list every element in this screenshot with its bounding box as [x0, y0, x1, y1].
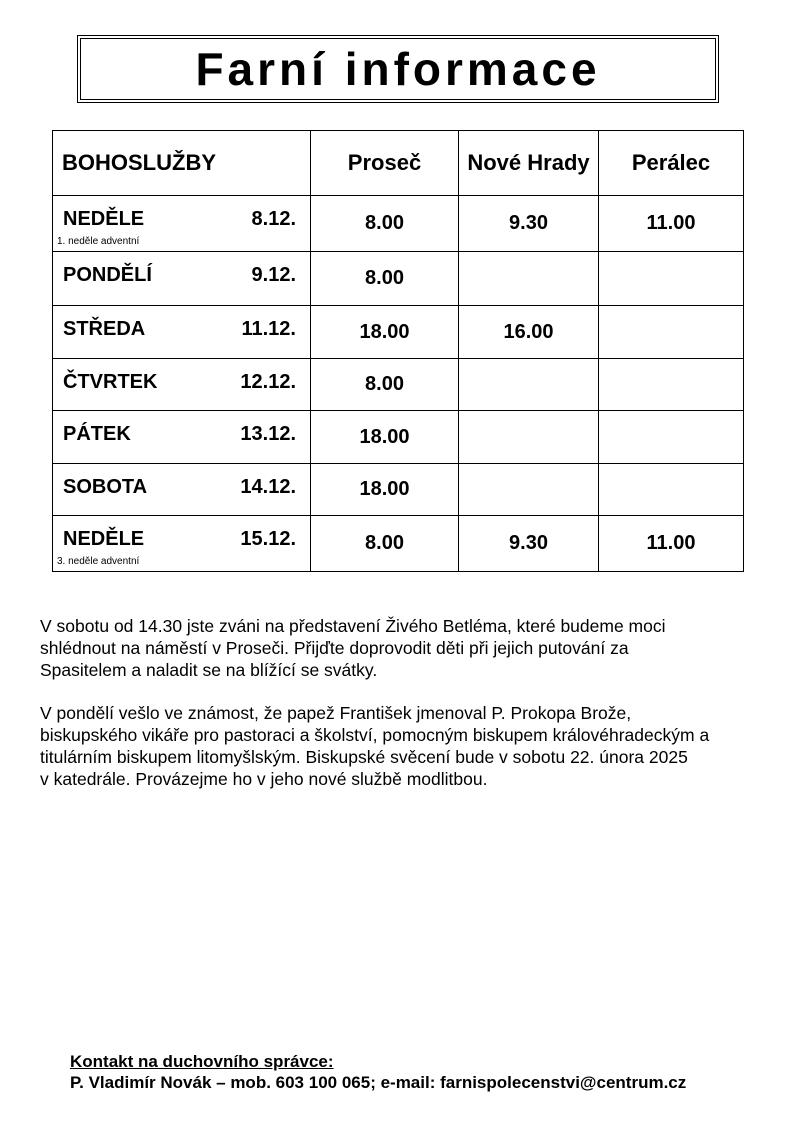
schedule-row	[53, 252, 744, 306]
announcement-line: biskupského vikáře pro pastoraci a školství, pomocným biskupem královéhradeckým a	[40, 725, 710, 745]
day-cell	[53, 196, 311, 252]
day-name: ČTVRTEK	[63, 371, 158, 393]
day-name: NEDĚLE	[63, 528, 145, 550]
schedule-header-row	[53, 131, 744, 196]
day-note: 3. neděle adventní	[57, 556, 140, 567]
announcement-bishop	[40, 702, 760, 790]
time-nove-hrady: 9.30	[459, 196, 599, 252]
schedule-row	[53, 196, 744, 252]
announcement-line: Spasitelem a naladit se na blížící se svátky.	[40, 660, 378, 680]
day-cell	[53, 306, 311, 359]
day-cell	[53, 252, 311, 306]
day-cell	[53, 516, 311, 572]
schedule-row	[53, 359, 744, 411]
announcement-line: v katedrále. Provázejme ho v jeho nové službě modlitbou.	[40, 769, 488, 789]
time-nove-hrady	[459, 411, 599, 464]
time-prosec: 8.00	[311, 252, 459, 306]
announcement-line: V sobotu od 14.30 jste zváni na představení Živého Betléma, které budeme moci	[40, 616, 666, 636]
time-prosec: 8.00	[311, 516, 459, 572]
time-nove-hrady	[459, 252, 599, 306]
day-cell	[53, 411, 311, 464]
schedule-row	[53, 411, 744, 464]
day-name: STŘEDA	[63, 318, 146, 340]
contact-label: Kontakt na duchovního správce:	[70, 1052, 334, 1071]
day-name: PÁTEK	[63, 423, 131, 445]
page-title: Farní informace	[195, 43, 601, 95]
day-date: 11.12.	[241, 318, 296, 340]
header-peralec: Perálec	[599, 131, 744, 196]
time-nove-hrady: 16.00	[459, 306, 599, 359]
title-box	[77, 35, 719, 103]
time-peralec: 11.00	[599, 516, 744, 572]
title-frame	[80, 38, 716, 100]
day-name: PONDĚLÍ	[63, 264, 152, 286]
schedule-row	[53, 464, 744, 516]
time-prosec: 18.00	[311, 411, 459, 464]
time-nove-hrady	[459, 359, 599, 411]
mass-schedule-table	[52, 130, 744, 572]
day-name: NEDĚLE	[63, 208, 145, 230]
time-prosec: 18.00	[311, 464, 459, 516]
day-date: 13.12.	[240, 423, 296, 445]
day-date: 15.12.	[240, 528, 296, 550]
announcement-betlem	[40, 615, 760, 681]
announcement-line: shlédnout na náměstí v Proseči. Přijďte doprovodit děti při jejich putování za	[40, 638, 629, 658]
day-note: 1. neděle adventní	[57, 236, 140, 247]
schedule-row	[53, 306, 744, 359]
header-prosec: Proseč	[311, 131, 459, 196]
announcement-line: V pondělí vešlo ve známost, že papež František jmenoval P. Prokopa Brože,	[40, 703, 632, 723]
time-nove-hrady: 9.30	[459, 516, 599, 572]
time-peralec	[599, 464, 744, 516]
day-date: 14.12.	[240, 476, 296, 498]
day-date: 9.12.	[251, 264, 296, 286]
time-peralec	[599, 306, 744, 359]
day-cell	[53, 464, 311, 516]
time-peralec	[599, 252, 744, 306]
schedule-row	[53, 516, 744, 572]
header-nove-hrady: Nové Hrady	[459, 131, 599, 196]
contact-line: P. Vladimír Novák – mob. 603 100 065; e-mail: farnispolecenstvi@centrum.cz	[70, 1073, 687, 1092]
day-name: SOBOTA	[63, 476, 148, 498]
day-date: 8.12.	[251, 208, 296, 230]
time-prosec: 8.00	[311, 196, 459, 252]
time-prosec: 8.00	[311, 359, 459, 411]
header-services: BOHOSLUŽBY	[53, 131, 311, 196]
announcement-line: titulárním biskupem litomyšlským. Biskupské svěcení bude v sobotu 22. února 2025	[40, 747, 688, 767]
time-nove-hrady	[459, 464, 599, 516]
day-date: 12.12.	[240, 371, 296, 393]
day-cell	[53, 359, 311, 411]
contact-block	[70, 1051, 686, 1093]
time-prosec: 18.00	[311, 306, 459, 359]
time-peralec	[599, 359, 744, 411]
time-peralec	[599, 411, 744, 464]
time-peralec: 11.00	[599, 196, 744, 252]
